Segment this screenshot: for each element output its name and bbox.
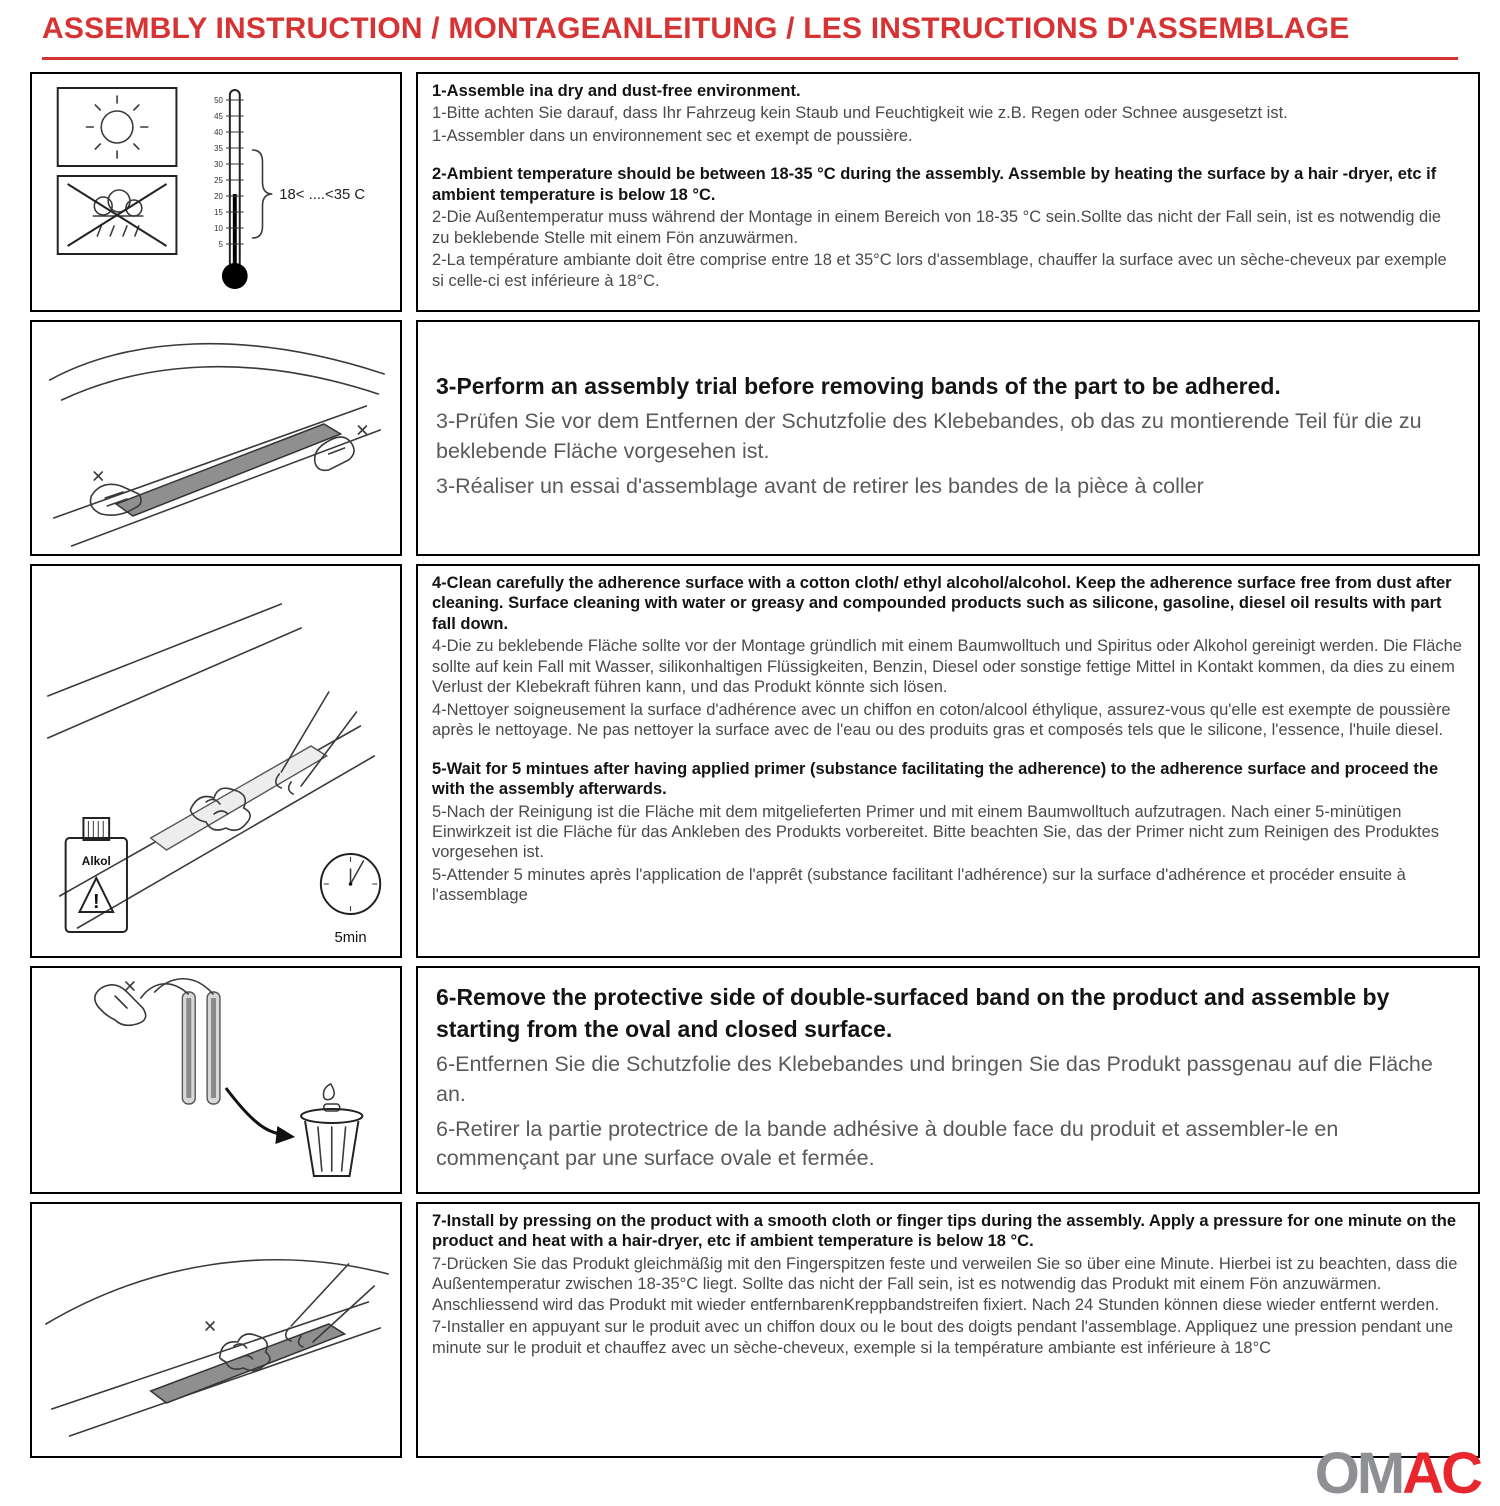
trial-fit-illustration — [30, 320, 402, 556]
tick-35: 35 — [214, 143, 223, 154]
step6-de: 6-Entfernen Sie die Schutzfolie des Klebebandes und bringen Sie das Produkt passgenau auf die Fläche an. — [436, 1052, 1433, 1107]
peel-band-illustration — [30, 966, 402, 1194]
tick-5: 5 — [218, 239, 223, 250]
environment-temperature-svg — [32, 74, 400, 310]
clock-icon — [321, 854, 380, 946]
section-clean-and-primer — [30, 564, 1480, 958]
tick-40: 40 — [214, 127, 223, 138]
tick-30: 30 — [214, 159, 223, 170]
press-install-svg — [32, 1204, 400, 1456]
warning-exclamation: ! — [93, 890, 100, 914]
title-divider — [42, 57, 1458, 60]
step4-de: 4-Die zu beklebende Fläche sollte vor der Montage gründlich mit einem Baumwolltuch und Spiritus oder Alkohol gereinigt werden. Die Fläche sollte auf kein Fall mit Wasser, silikonhaltigen Flüssigkeiten, Benzin, Diesel oder sonstige fettige Mittel in Kontakt kommen, da dies zu einem Verlust der Klebekraft führen kann, und das Produkt könnte sich lösen. — [432, 637, 1462, 697]
step7-de: 7-Drücken Sie das Produkt gleichmäßig mit den Fingerspitzen feste und verweilen Sie so über eine Minute. Hierbei ist zu beachten, dass die Außentemperatur zwischen 18-35°C liegt. Sollte das nicht der Fall sein, ist es notwendig das Produkt mit einem Fön anzuwärmen. Anschliessend wird das Produkt mit wieder entfernbarenKreppbandstreifen fixiert. Nach 24 Stunden können diese wieder entfernt werden. — [432, 1254, 1458, 1314]
step4-en: 4-Clean carefully the adherence surface with a cotton cloth/ ethyl alcohol/alcohol. Keep the adherence surface free from dust after cleaning. Surface cleaning with water or greasy and compounded products such as silicone, gasoline, diesel oil results with part fall down. — [432, 574, 1452, 633]
sun-icon — [58, 88, 177, 166]
section-press-install — [30, 1202, 1480, 1458]
cleaning-illustration — [30, 564, 402, 958]
no-rain-icon — [58, 176, 177, 254]
step2-en: 2-Ambient temperature should be between 18-35 °C during the assembly. Assemble by heating the surface by a hair -dryer, etc if ambient temperature is below 18 °C. — [432, 165, 1437, 204]
omac-logo-red-letters: AC — [1402, 1440, 1480, 1506]
section-assembly-trial — [30, 320, 1480, 556]
step6-fr: 6-Retirer la partie protectrice de la bande adhésive à double face du produit et assembler-le en commençant par une surface ovale et fermée. — [436, 1116, 1339, 1171]
arrow-icon — [226, 1088, 295, 1144]
steps-1-2-textbox — [416, 72, 1480, 312]
trial-fit-svg — [32, 322, 400, 554]
trash-can-icon — [301, 1084, 362, 1176]
clock-label: 5min — [334, 929, 367, 947]
alcohol-bottle-label: Alkol — [81, 853, 111, 869]
step-7-textbox — [416, 1202, 1480, 1458]
step2-fr: 2-La température ambiante doit être comprise entre 18 et 35°C lors d'assemblage, chauffer la surface avec un sèche-cheveux par exemple si celle-ci est inférieure à 18°C. — [432, 251, 1447, 290]
step3-de: 3-Prüfen Sie vor dem Entfernen der Schutzfolie des Klebebandes, ob das zu montierende Teil für die zu beklebende Fläche vorgesehen ist. — [436, 409, 1422, 464]
step7-fr: 7-Installer en appuyant sur le produit avec un chiffon doux ou le bout des doigts pendant l'assemblage. Appliquez une pression pendant une minute sur le produit et chauffez avec un sèche-cheveux, exemple si la température ambiante est inférieure à 18°C — [432, 1318, 1454, 1357]
trim-strip-drawing — [151, 1324, 345, 1403]
step7-en: 7-Install by pressing on the product with a smooth cloth or finger tips during the assembly. Apply a pressure for one minute on the product and heat with a hair-dryer, etc if ambient temperature is below 18 °C. — [432, 1212, 1457, 1251]
tick-25: 25 — [214, 175, 223, 186]
step5-de: 5-Nach der Reinigung ist die Fläche mit dem mitgelieferten Primer und mit einem Baumwolltuch aufzutragen. Nach einer 5-minütigen Einwirkzeit ist die Fläche für das Ankleben des Produkts vorbereitet. Bitte beachten Sie, das der Primer nicht zum Reinigen des Produktes vorgesehen ist. — [432, 802, 1440, 862]
tick-15: 15 — [214, 207, 223, 218]
step3-fr: 3-Réaliser un essai d'assemblage avant de retirer les bandes de la pièce à coller — [436, 473, 1204, 498]
trim-strip-drawing — [116, 424, 341, 516]
step1-en: 1-Assemble ina dry and dust-free environment. — [432, 82, 801, 100]
tick-45: 45 — [214, 111, 223, 122]
step-3-textbox — [416, 320, 1480, 556]
cleaning-svg — [32, 566, 400, 956]
environment-temperature-illustration — [30, 72, 402, 312]
tick-10: 10 — [214, 223, 223, 234]
step3-en: 3-Perform an assembly trial before removing bands of the part to be adhered. — [436, 372, 1281, 399]
temp-range-label: 18< ....<35 C — [279, 186, 366, 204]
step2-de: 2-Die Außentemperatur muss während der Montage in einem Bereich von 18-35 °C sein.Sollte das nicht der Fall sein, ist es notwendig die zu beklebende Stelle mit einem Fön anzuwärmen. — [432, 208, 1442, 247]
section-environment-temperature — [30, 72, 1480, 312]
step1-de: 1-Bitte achten Sie darauf, dass Ihr Fahrzeug kein Staub und Feuchtigkeit wie z.B. Regen oder Schnee ausgesetzt ist. — [432, 104, 1288, 123]
steps-4-5-textbox — [416, 564, 1480, 958]
step5-en: 5-Wait for 5 mintues after having applied primer (substance facilitating the adherence) to the adherence surface and proceed the with the assembly afterwards. — [432, 759, 1439, 799]
page-title: ASSEMBLY INSTRUCTION / MONTAGEANLEITUNG / LES INSTRUCTIONS D'ASSEMBLAGE — [42, 12, 1350, 45]
temperature-range-bracket — [253, 150, 366, 238]
tick-20: 20 — [214, 191, 223, 202]
step-6-textbox — [416, 966, 1480, 1194]
omac-logo — [1314, 1440, 1480, 1506]
thermometer-icon — [214, 90, 248, 289]
press-install-illustration — [30, 1202, 402, 1458]
car-door-sill-drawing — [46, 1260, 388, 1436]
adhesive-strips-drawing — [141, 979, 220, 1104]
step5-fr: 5-Attender 5 minutes après l'application de l'apprêt (substance facilitant l'adhérence) sur la surface d'adhérence et procéder ensuite à l'assemblage — [432, 865, 1406, 905]
step6-en: 6-Remove the protective side of double-surfaced band on the product and assemble by starting from the oval and closed surface. — [436, 983, 1390, 1042]
step4-fr: 4-Nettoyer soigneusement la surface d'adhérence avec un chiffon en coton/alcool éthylique, assurez-vous qu'elle est exempte de poussière après le nettoyage. Ne pas nettoyer la surface avec de l'eau ou des produits gras et composés tels que le silicone, l'essence, l'huile diesel. — [432, 700, 1451, 740]
tick-50: 50 — [214, 95, 223, 106]
warning-icon — [79, 878, 113, 913]
hand-drawing — [95, 982, 146, 1025]
step1-fr: 1-Assembler dans un environnement sec et exempt de poussière. — [432, 126, 913, 145]
peel-band-svg — [32, 968, 400, 1192]
omac-logo-gray-letters: OM — [1314, 1440, 1403, 1506]
car-door-sill-drawing — [50, 344, 384, 546]
section-remove-band — [30, 966, 1480, 1194]
